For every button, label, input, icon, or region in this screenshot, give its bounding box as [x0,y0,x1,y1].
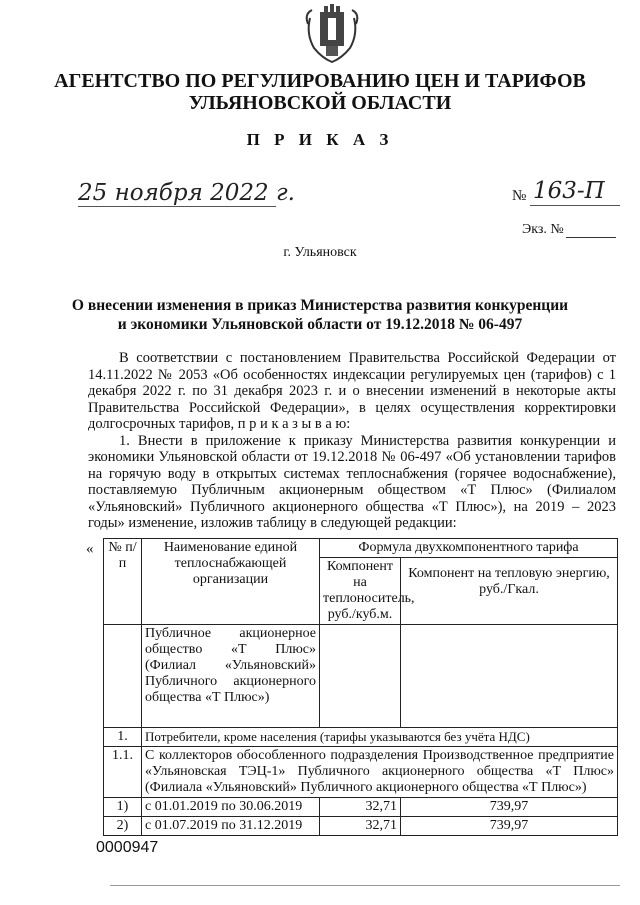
organization-name: Публичное акционерное общество «Т Плюс» (Филиал «Ульяновский» Публичного акционерного общества «Т Плюс») [142,625,320,728]
header-heat-carrier: Компонент на теплоноситель, руб./куб.м. [320,558,401,625]
city: г. Ульяновск [283,245,357,260]
copy-number-label: Экз. № [522,222,564,237]
table-row [104,798,618,817]
number-label: № [512,188,527,204]
row-period: с 01.07.2019 по 31.12.2019 [142,817,320,836]
subject-line1: О внесении изменения в приказ Министерства развития конкуренции [71,297,569,314]
row-heat-energy-value: 739,97 [401,817,618,836]
item-1-paragraph: 1. Внести в приложение к приказу Министерства развития конкуренции и экономики Ульяновской области от 19.12.2018 № 06-497 «Об установлении тарифов на горячую воду в открытых системах теплоснабжения (горячее водоснабжение), поставляемую Публичным акционерным обществом «Т Плюс» (Филиалом «Ульяновский» Публичного акционерного общества «Т Плюс»), на 2019 – 2023 годы» изменение, изложив таблицу в следующей редакции: [88,432,616,531]
number-underline [530,205,620,206]
tariff-table [103,538,618,836]
subsection-number: 1.1. [104,747,142,798]
row-number: 1) [104,798,142,817]
section-number: 1. [104,728,142,747]
table-row [104,817,618,836]
preamble-paragraph: В соответствии с постановлением Правительства Российской Федерации от 14.11.2022 № 2053 «Об особенностях индексации регулируемых цен (тарифов) с 1 декабря 2022 г. по 31 декабря 2023 г. и о внесении изменений в некоторые акты Правительства Российской Федерации», в целях осуществления корректировки долгосрочных тарифов, п р и к а з ы в а ю: [88,350,616,432]
handwritten-number: 163-П [533,178,605,204]
header-organization: Наименование единой теплоснабжающей организации [142,539,320,625]
page-bottom-divider [110,885,620,886]
table-open-quote: « [86,541,94,557]
row-heat-carrier-value: 32,71 [320,798,401,817]
table-subsection-row [104,747,618,798]
order-body [88,350,616,532]
copy-number-blank [566,237,616,238]
agency-name-line2: УЛЬЯНОВСКОЙ ОБЛАСТИ [188,92,452,114]
table-section-row [104,728,618,747]
handwritten-date: 25 ноября 2022 г. [78,180,295,206]
agency-name-line1: АГЕНТСТВО ПО РЕГУЛИРОВАНИЮ ЦЕН И ТАРИФОВ [54,70,586,92]
document-code: 0000947 [96,839,159,856]
row-heat-energy-value: 739,97 [401,798,618,817]
table-org-row [104,625,618,728]
row-heat-carrier-value: 32,71 [320,817,401,836]
document-type: П Р И К А З [246,130,394,149]
subsection-title: С коллекторов обособленного подразделения Производственное предприятие «Ульяновская ТЭЦ-1» Публичного акционерного общества «Т Плюс» (Филиала «Ульяновский» Публичного акционерного общества «Т Плюс») [142,747,618,798]
header-number: № п/п [104,539,142,625]
subject-line2: и экономики Ульяновской области от 19.12.2018 № 06-497 [117,316,523,333]
date-underline [78,206,276,207]
header-formula: Формула двухкомпонентного тарифа [320,539,618,558]
table-header-row [104,539,618,558]
ulyanovsk-coat-of-arms-icon [304,4,360,64]
order-subject [0,296,640,334]
section-title: Потребители, кроме населения (тарифы указываются без учёта НДС) [142,728,618,747]
row-period: с 01.01.2019 по 30.06.2019 [142,798,320,817]
row-number: 2) [104,817,142,836]
header-heat-energy: Компонент на тепловую энергию, руб./Гкал. [401,558,618,625]
